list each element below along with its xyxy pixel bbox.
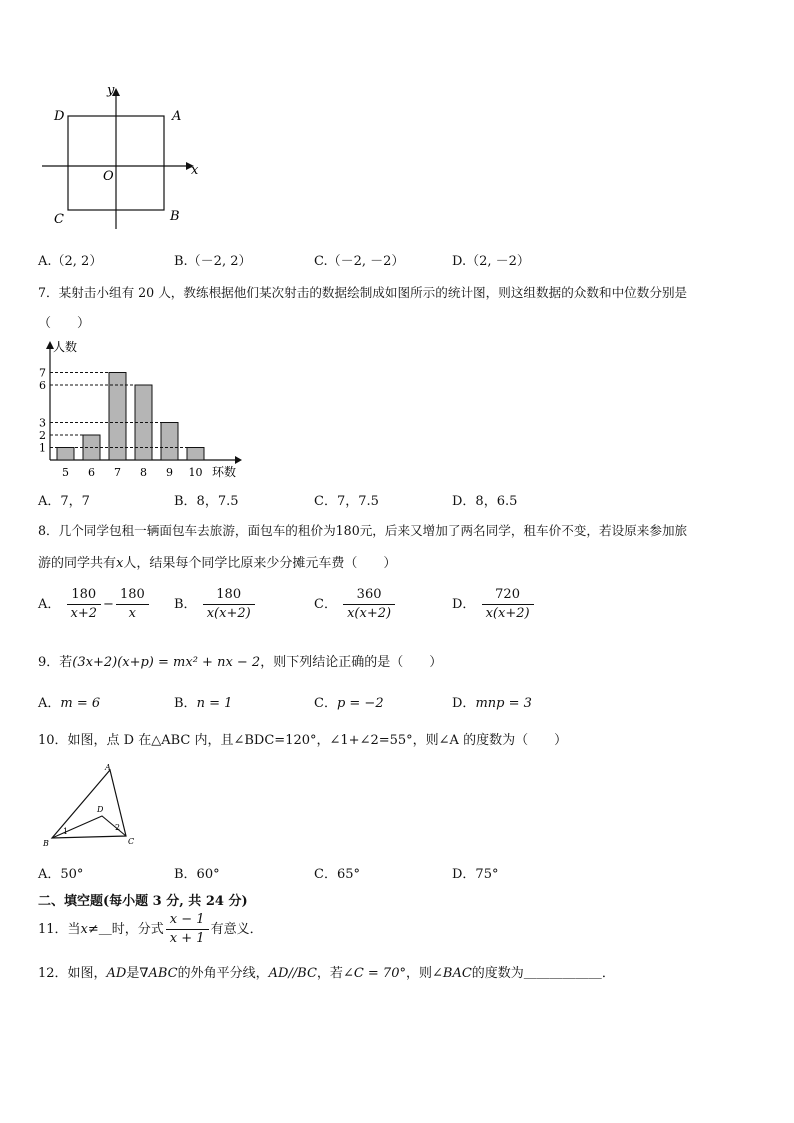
q8-var: x [116,556,124,571]
q9-option-b[interactable]: B．n = 1 [174,696,233,711]
x-tick-9: 9 [166,466,173,479]
label-c: C [54,212,64,227]
label-a: A [105,763,111,772]
q7-option-c[interactable]: C．7，7.5 [314,494,379,509]
bar-10 [187,448,204,461]
y-axis-label: 人数 [53,340,78,354]
q8-line2-a: 游的同学共有 [38,556,117,571]
q9-pre: 9．若 [38,655,73,670]
x-axis-label: 环数 [212,465,237,479]
q12-angle-c: ∠C = 70° [342,966,406,981]
q7-option-d[interactable]: D．8，6.5 [452,494,518,509]
q11-pre: 11．当 [38,922,81,937]
q10-option-a[interactable]: A．50° [38,867,84,882]
q11-var: x [80,922,88,937]
q7-option-a[interactable]: A．7，7 [38,494,90,509]
q8-c-label: C． [314,597,337,612]
q12-stem: 12．如图，AD是∇ABC的外角平分线，AD//BC，若∠C = 70°，则∠BAC的度数为＿＿＿＿＿＿． [38,966,615,981]
q8-option-a[interactable] [38,587,151,622]
label-d: D [97,805,104,814]
label-o: O [103,169,114,184]
q7-stem: 7．某射击小组有 20 人，教练根据他们某次射击的数据绘制成如图所示的统计图，则这组数据的众数和中位数分别是 [38,285,688,300]
bar-7 [109,373,126,461]
q12-abc: ∇ABC [139,966,178,981]
q6-option-b[interactable]: B.（－2, 2） [174,254,252,269]
label-b: B [43,839,49,848]
q8-d-label: D． [452,597,476,612]
q8-line2-b: 人，结果每个同学比原来少分摊元车费（ ） [123,556,397,571]
y-tick-3: 3 [39,416,46,430]
q8-option-c[interactable] [314,587,397,622]
q8-line2 [38,552,396,571]
label-d: D [54,109,65,124]
q8-option-b[interactable] [174,587,257,622]
q10-option-d[interactable]: D．75° [452,867,499,882]
triangle-abc-figure [40,760,150,850]
y-tick-2: 2 [39,429,46,442]
label-a: A [172,109,182,124]
q12-parallel: AD//BC [268,966,317,981]
q7-paren: （ ） [38,316,91,331]
q8-a-frac2: $\frac{180}{x}$ [116,587,149,622]
q11-post: 有意义． [210,922,263,937]
label-angle-2: 2 [115,823,121,832]
q10-stem: 10．如图，点 D 在△ABC 内，且∠BDC=120°，∠1+∠2=55°，则∠A 的度数为（ ） [38,733,568,748]
q8-a-minus: − [103,597,114,612]
label-c: C [128,837,135,846]
q8-option-d[interactable] [452,587,536,622]
label-x: x [191,163,199,178]
x-tick-10: 10 [188,466,203,479]
q9-stem [38,651,442,670]
x-axis-arrow [235,456,242,464]
q12-ad: AD [106,966,127,981]
q9-post: ，则下列结论正确的是（ ） [260,655,443,670]
label-y: y [107,83,115,98]
y-tick-7: 7 [39,366,46,380]
q12-pre: 12．如图， [38,966,107,981]
q9-option-d[interactable]: D．mnp = 3 [452,696,532,711]
label-angle-1: 1 [63,827,69,836]
q8-b-label: B． [174,597,197,612]
q9-expr: (3x+2)(x+p) = mx² + nx − 2 [72,655,261,670]
q12-angle-bac: ∠BAC [432,966,472,981]
q10-option-c[interactable]: C．65° [314,867,360,882]
y-tick-1: 1 [39,441,46,455]
shooting-bar-chart [30,335,260,480]
q9-option-a[interactable]: A．m = 6 [38,696,101,711]
q6-option-d[interactable]: D.（2, －2） [452,254,530,269]
bar-9 [161,423,178,461]
section-2-heading: 二、填空题(每小题 3 分, 共 24 分) [38,894,248,909]
q11-frac: $\frac{x - 1}{x + 1}$ [166,912,209,947]
q8-b-frac: $\frac{180}{x(x+2)}$ [203,587,255,622]
q12-answer-blank[interactable]: ＿＿＿＿＿＿ [523,966,602,981]
q10-option-b[interactable]: B．60° [174,867,220,882]
x-tick-5: 5 [62,466,69,479]
q6-option-a[interactable]: A.（2, 2） [38,254,103,269]
q8-a-frac1: $\frac{180}{x+2}$ [67,587,102,622]
q8-a-label: A． [38,597,61,612]
coordinate-square-figure [36,82,206,232]
q11-stem [38,912,263,947]
q6-option-c[interactable]: C.（－2, －2） [314,254,405,269]
q7-option-b[interactable]: B．8，7.5 [174,494,239,509]
label-b: B [170,209,180,224]
y-tick-6: 6 [39,379,46,392]
q11-mid: ≠＿时，分式 [87,922,164,937]
q8-line1: 8．几个同学包租一辆面包车去旅游，面包车的租价为180元，后来又增加了两名同学，租车价不变，若设原来参加旅 [38,523,688,538]
x-tick-7: 7 [114,466,121,479]
q8-d-frac: $\frac{720}{x(x+2)}$ [482,587,534,622]
q9-option-c[interactable]: C．p = −2 [314,696,384,711]
x-tick-8: 8 [140,466,147,479]
q8-c-frac: $\frac{360}{x(x+2)}$ [343,587,395,622]
bar-5 [57,448,74,461]
x-tick-6: 6 [88,466,95,479]
